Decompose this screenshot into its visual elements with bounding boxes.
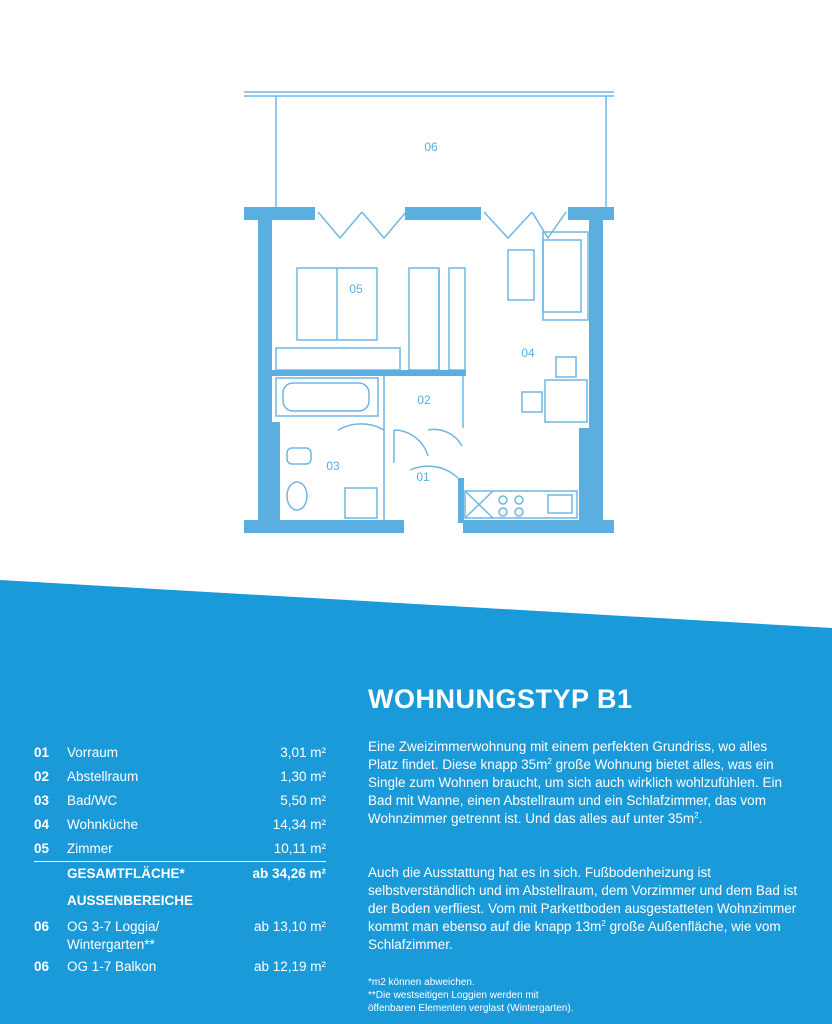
outdoor-name: OG 1-7 Balkon <box>67 959 157 974</box>
description-paragraph-2: Auch die Ausstattung hat es in sich. Fußbodenheizung ist selbstverständlich und im Abstellraum, dem Vorzimmer und dem Bad ist der Boden verfliest. Vom mit Parkettboden ausgestatteten Wohnzimmer kommt man ebenso auf die knapp $13m^2$ große Außenfläche, wie vom Schlafzimmer. <box>368 865 798 952</box>
sofa <box>543 232 588 320</box>
outdoor-name-line1: OG 3-7 Loggia/ <box>67 919 160 934</box>
room-row <box>34 789 326 813</box>
room-label-03: 03 <box>326 459 340 473</box>
total-area-row <box>34 861 326 886</box>
room-name: Vorraum <box>67 745 119 760</box>
total-area: ab 34,26 m² <box>252 866 326 881</box>
washer <box>345 488 377 518</box>
dining-table <box>522 357 587 422</box>
room-number: 01 <box>34 745 50 760</box>
outdoor-name <box>67 918 254 954</box>
toilet <box>287 448 311 510</box>
room-name: Zimmer <box>67 841 113 856</box>
room-row <box>34 837 326 861</box>
outdoor-area: ab 12,19 m² <box>253 959 326 974</box>
room-number: 06 <box>34 919 50 934</box>
outdoor-name-line2: Wintergarten** <box>67 937 155 952</box>
kitchen-counter <box>465 491 577 518</box>
wardrobe-furniture <box>409 268 465 370</box>
room-label-05: 05 <box>349 282 363 296</box>
room-name: Wohnküche <box>67 817 139 832</box>
room-area: 1,30 m² <box>280 769 326 784</box>
footnote-2: **Die westseitigen Loggien werden mit <box>368 990 539 1001</box>
room-label-06: 06 <box>424 140 438 154</box>
room-number: 02 <box>34 769 50 784</box>
room-name: Abstellraum <box>67 769 139 784</box>
room-number: 05 <box>34 841 50 856</box>
room-number: 04 <box>34 817 50 832</box>
room-label-01: 01 <box>416 470 430 484</box>
outdoor-row <box>34 958 326 976</box>
room-number: 03 <box>34 793 50 808</box>
outdoor-heading: AUSSENBEREICHE <box>67 893 194 908</box>
room-area: 14,34 m² <box>272 817 326 832</box>
coffee-table <box>508 250 534 300</box>
bathtub <box>276 378 378 416</box>
footnote-3: öffenbaren Elementen verglast (Wintergarten). <box>368 1003 574 1014</box>
room-row <box>34 813 326 837</box>
outdoor-area: ab 13,10 m² <box>253 919 326 934</box>
room-area: 10,11 m² <box>273 841 326 856</box>
room-label-04: 04 <box>521 346 535 360</box>
room-number: 06 <box>34 959 50 974</box>
door-swings <box>318 212 566 478</box>
room-area: 5,50 m² <box>280 793 326 808</box>
total-label: GESAMTFLÄCHE* <box>67 866 185 881</box>
description-paragraph-1: Eine Zweizimmerwohnung mit einem perfekten Grundriss, wo alles Platz findet. Diese knapp $35m^2$ große Wohnung bietet alles, was ein Single zum Wohnen braucht, um sich auch wirklich wohlzufühlen. Ein Bad mit Wanne, einen Abstellraum und ein Schlafzimmer, das vom Wohnzimmer getrennt ist. Und das alles auf unter $35m^2$. <box>368 739 782 826</box>
walls <box>244 207 614 533</box>
room-row <box>34 741 326 765</box>
footnote-1: *m2 können abweichen. <box>368 977 475 988</box>
room-row <box>34 765 326 789</box>
bed-furniture <box>276 268 400 370</box>
room-area-table <box>34 741 326 976</box>
outdoor-row <box>34 918 326 954</box>
apartment-type-title: WOHNUNGSTYP B1 <box>368 684 633 714</box>
room-area: 3,01 m² <box>280 745 326 760</box>
footnotes <box>368 976 808 1015</box>
room-label-02: 02 <box>417 393 431 407</box>
room-name: Bad/WC <box>67 793 118 808</box>
